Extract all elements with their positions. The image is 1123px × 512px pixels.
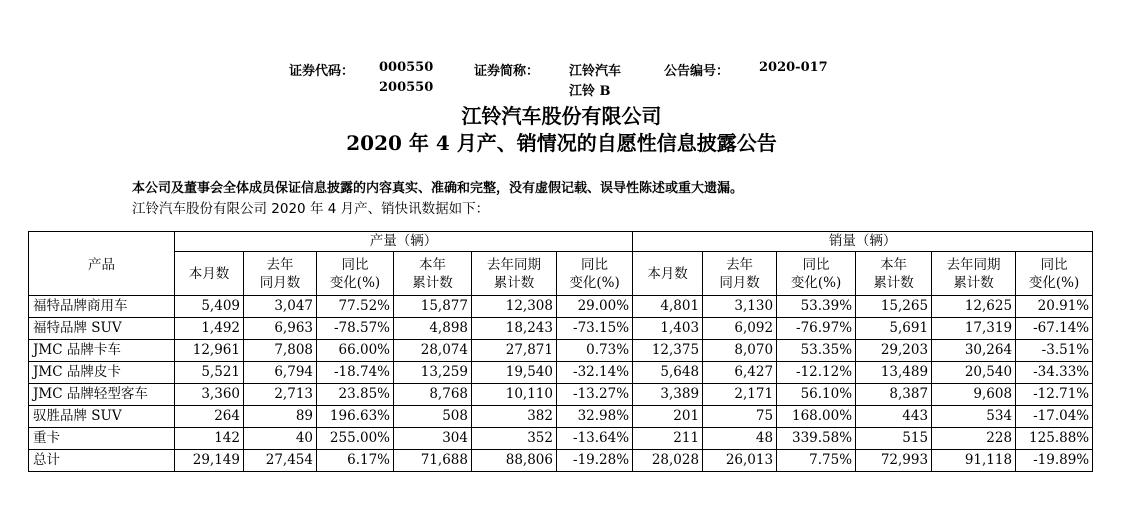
production-yoy-change-cell: -18.74% <box>317 362 394 384</box>
production-this-month-cell: 29,149 <box>175 450 244 472</box>
sales-ytd-cell: 13,489 <box>856 362 932 384</box>
production-this-month-cell: 5,409 <box>175 296 244 318</box>
sales-yoy-change-cell: 56.10% <box>777 384 856 406</box>
sales-ytd-yoy-change-cell: 20.91% <box>1016 296 1093 318</box>
production-last-year-same-month-cell: 3,047 <box>244 296 317 318</box>
production-sales-table <box>28 231 1093 472</box>
product-name: JMC 品牌卡车 <box>29 340 175 362</box>
production-this-month-cell: 5,521 <box>175 362 244 384</box>
production-yoy-change-cell: 255.00% <box>317 428 394 450</box>
sales-ytd-header: 本年 累计数 <box>856 252 932 296</box>
production-this-month-cell: 12,961 <box>175 340 244 362</box>
production-last-year-ytd-cell: 352 <box>472 428 557 450</box>
sales-this-month-cell: 12,375 <box>633 340 703 362</box>
production-ytd-yoy-change-cell: -73.15% <box>557 318 633 340</box>
sales-yoy-change-cell: 339.58% <box>777 428 856 450</box>
production-ytd-yoy-change-cell: -19.28% <box>557 450 633 472</box>
sales-last-year-same-month-cell: 26,013 <box>703 450 777 472</box>
production-last-year-same-month-cell: 6,794 <box>244 362 317 384</box>
production-ytd-yoy-change-cell: -13.27% <box>557 384 633 406</box>
sales-yoy-change-cell: -76.97% <box>777 318 856 340</box>
sales-yoy-change-cell: 53.35% <box>777 340 856 362</box>
product-header: 产品 <box>29 232 175 296</box>
sales-ytd-cell: 29,203 <box>856 340 932 362</box>
sales-this-month-cell: 4,801 <box>633 296 703 318</box>
security-abbr-b: 江铃 B <box>569 84 611 99</box>
production-yoy-change-cell: 23.85% <box>317 384 394 406</box>
product-name: 重卡 <box>29 428 175 450</box>
product-name: 驭胜品牌 SUV <box>29 406 175 428</box>
sales-this-month-header: 本月数 <box>633 252 703 296</box>
security-code-a: 000550 <box>379 60 434 75</box>
production-ytd-yoy-change-cell: -13.64% <box>557 428 633 450</box>
production-yoy-change-cell: 77.52% <box>317 296 394 318</box>
sales-last-year-ytd-cell: 20,540 <box>932 362 1016 384</box>
product-name: 福特品牌 SUV <box>29 318 175 340</box>
production-yoy-change-header: 同比 变化(%) <box>317 252 394 296</box>
production-ytd-cell: 304 <box>394 428 472 450</box>
sales-ytd-yoy-change-cell: -3.51% <box>1016 340 1093 362</box>
production-last-year-ytd-cell: 88,806 <box>472 450 557 472</box>
production-yoy-change-cell: 66.00% <box>317 340 394 362</box>
table-row <box>29 384 1093 406</box>
production-last-year-ytd-cell: 27,871 <box>472 340 557 362</box>
production-yoy-change-cell: 196.63% <box>317 406 394 428</box>
production-yoy-change-cell: -78.57% <box>317 318 394 340</box>
sales-yoy-change-cell: -12.12% <box>777 362 856 384</box>
product-name: 总计 <box>29 450 175 472</box>
production-ytd-yoy-change-cell: 29.00% <box>557 296 633 318</box>
notice-number-label: 公告编号： <box>664 64 730 79</box>
product-name: 福特品牌商用车 <box>29 296 175 318</box>
sales-ytd-cell: 15,265 <box>856 296 932 318</box>
sales-ytd-cell: 72,993 <box>856 450 932 472</box>
sales-yoy-change-cell: 168.00% <box>777 406 856 428</box>
production-this-month-cell: 1,492 <box>175 318 244 340</box>
production-ytd-header: 本年 累计数 <box>394 252 472 296</box>
production-last-year-ytd-header: 去年同期 累计数 <box>472 252 557 296</box>
production-yoy-change-cell: 6.17% <box>317 450 394 472</box>
production-ytd-cell: 508 <box>394 406 472 428</box>
production-ytd-yoy-change-header: 同比 变化(%) <box>557 252 633 296</box>
production-ytd-yoy-change-cell: -32.14% <box>557 362 633 384</box>
sales-ytd-yoy-change-cell: 125.88% <box>1016 428 1093 450</box>
sales-ytd-yoy-change-cell: -34.33% <box>1016 362 1093 384</box>
sales-this-month-cell: 5,648 <box>633 362 703 384</box>
security-code-label: 证券代码： <box>289 64 355 79</box>
sales-yoy-change-cell: 7.75% <box>777 450 856 472</box>
production-this-month-cell: 264 <box>175 406 244 428</box>
sales-ytd-yoy-change-cell: -67.14% <box>1016 318 1093 340</box>
sales-ytd-cell: 443 <box>856 406 932 428</box>
production-this-month-cell: 3,360 <box>175 384 244 406</box>
sales-last-year-same-month-cell: 6,427 <box>703 362 777 384</box>
sales-last-year-ytd-cell: 30,264 <box>932 340 1016 362</box>
table-row <box>29 428 1093 450</box>
production-header: 产量（辆） <box>175 232 633 252</box>
sales-ytd-cell: 5,691 <box>856 318 932 340</box>
production-last-year-ytd-cell: 18,243 <box>472 318 557 340</box>
sales-last-year-same-month-cell: 75 <box>703 406 777 428</box>
sales-last-year-ytd-cell: 228 <box>932 428 1016 450</box>
production-last-year-same-month-cell: 6,963 <box>244 318 317 340</box>
table-row <box>29 406 1093 428</box>
production-ytd-cell: 8,768 <box>394 384 472 406</box>
sales-last-year-ytd-cell: 12,625 <box>932 296 1016 318</box>
sales-yoy-change-header: 同比 变化(%) <box>777 252 856 296</box>
table-row <box>29 318 1093 340</box>
security-abbr-label: 证券简称： <box>474 64 540 79</box>
sales-this-month-cell: 3,389 <box>633 384 703 406</box>
sales-last-year-same-month-cell: 8,070 <box>703 340 777 362</box>
production-ytd-cell: 28,074 <box>394 340 472 362</box>
production-ytd-cell: 15,877 <box>394 296 472 318</box>
table-row <box>29 362 1093 384</box>
production-last-year-ytd-cell: 382 <box>472 406 557 428</box>
sales-last-year-same-month-cell: 6,092 <box>703 318 777 340</box>
sales-last-year-same-month-cell: 2,171 <box>703 384 777 406</box>
security-code-b: 200550 <box>379 80 434 95</box>
sales-last-year-ytd-cell: 9,608 <box>932 384 1016 406</box>
product-name: JMC 品牌轻型客车 <box>29 384 175 406</box>
sales-last-year-ytd-cell: 17,319 <box>932 318 1016 340</box>
production-ytd-yoy-change-cell: 32.98% <box>557 406 633 428</box>
production-last-year-same-month-header: 去年 同月数 <box>244 252 317 296</box>
notice-number: 2020-017 <box>759 60 828 75</box>
sales-ytd-yoy-change-cell: -19.89% <box>1016 450 1093 472</box>
sales-this-month-cell: 201 <box>633 406 703 428</box>
sales-ytd-cell: 515 <box>856 428 932 450</box>
intro-text: 江铃汽车股份有限公司 2020 年 4 月产、销快讯数据如下： <box>132 201 490 217</box>
sales-last-year-same-month-cell: 3,130 <box>703 296 777 318</box>
sales-ytd-yoy-change-cell: -12.71% <box>1016 384 1093 406</box>
sales-yoy-change-cell: 53.39% <box>777 296 856 318</box>
table-row <box>29 296 1093 318</box>
production-last-year-ytd-cell: 12,308 <box>472 296 557 318</box>
board-statement: 本公司及董事会全体成员保证信息披露的内容真实、准确和完整，没有虚假记载、误导性陈述或重大遗漏。 <box>132 181 744 196</box>
production-ytd-yoy-change-cell: 0.73% <box>557 340 633 362</box>
security-abbr-a: 江铃汽车 <box>569 64 622 79</box>
sales-ytd-yoy-change-cell: -17.04% <box>1016 406 1093 428</box>
production-last-year-same-month-cell: 7,808 <box>244 340 317 362</box>
sales-this-month-cell: 1,403 <box>633 318 703 340</box>
production-this-month-header: 本月数 <box>175 252 244 296</box>
production-this-month-cell: 142 <box>175 428 244 450</box>
sales-this-month-cell: 211 <box>633 428 703 450</box>
sales-ytd-cell: 8,387 <box>856 384 932 406</box>
sales-ytd-yoy-change-header: 同比 变化(%) <box>1016 252 1093 296</box>
sales-last-year-same-month-header: 去年 同月数 <box>703 252 777 296</box>
sales-this-month-cell: 28,028 <box>633 450 703 472</box>
production-last-year-ytd-cell: 19,540 <box>472 362 557 384</box>
production-ytd-cell: 13,259 <box>394 362 472 384</box>
product-name: JMC 品牌皮卡 <box>29 362 175 384</box>
sales-header: 销量（辆） <box>633 232 1093 252</box>
sales-last-year-same-month-cell: 48 <box>703 428 777 450</box>
table-row <box>29 450 1093 472</box>
sales-last-year-ytd-cell: 534 <box>932 406 1016 428</box>
company-title: 江铃汽车股份有限公司 <box>461 104 662 128</box>
production-last-year-same-month-cell: 2,713 <box>244 384 317 406</box>
table-row <box>29 340 1093 362</box>
sales-last-year-ytd-header: 去年同期 累计数 <box>932 252 1016 296</box>
announcement-title: 2020 年 4 月产、销情况的自愿性信息披露公告 <box>346 131 777 155</box>
production-last-year-same-month-cell: 40 <box>244 428 317 450</box>
production-last-year-same-month-cell: 27,454 <box>244 450 317 472</box>
production-last-year-ytd-cell: 10,110 <box>472 384 557 406</box>
production-ytd-cell: 71,688 <box>394 450 472 472</box>
production-ytd-cell: 4,898 <box>394 318 472 340</box>
production-last-year-same-month-cell: 89 <box>244 406 317 428</box>
sales-last-year-ytd-cell: 91,118 <box>932 450 1016 472</box>
